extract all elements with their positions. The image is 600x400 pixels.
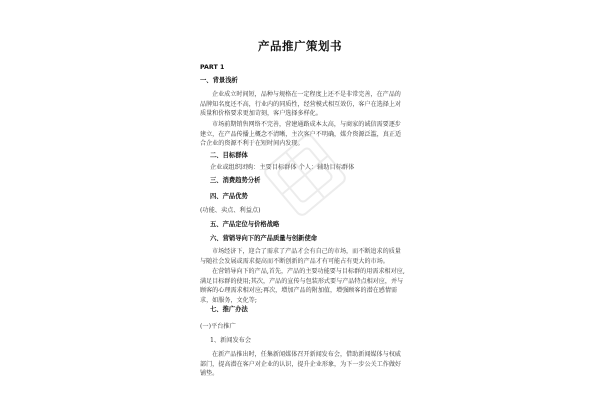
diamond-stamp-icon [250,120,360,230]
section-1-heading: 一、背景浅析 [200,77,238,84]
section-7-subheading: (一)平台推广 [200,323,236,330]
section-6-heading: 六、营销导向下的产品质量与创新使命 [210,235,318,242]
section-2-heading: 二、目标群体 [210,152,248,159]
section-3-heading: 三、消费趋势分析 [210,177,261,184]
section-7-item-1: 1、新闻发布会 [210,337,252,344]
section-7-paragraph-1: 在新产品推出时，任集新闻媒体召开新闻发布会，借助新闻媒体与权威部门，提高潜在客户对企业的认识，提升企业形象，为下一步公关工作做好铺垫。 [200,351,402,377]
section-2-text: 企业或组织团购：主要目标群体 个人：辅助目标群体 [210,164,355,171]
section-5-heading: 五、产品定位与价格战略 [210,221,280,228]
part-label: PART 1 [200,64,225,71]
section-1-paragraph-2: 市场前期销售网络不完善，营建通路成本太高，与商家的诚信需要逐步建立，在产品传播上概念不清晰，主次客户不明确，媒介资源泛滥，真正适合企业的资源不利于在短时间内发现。 [200,121,402,147]
section-6-paragraph-1: 市场经济下，迎合了需求了产品才会有自己的市场，而不断追求的质量与随社会发展或需求提高而不断创新的产品才有可能占有更大的市场。 [200,248,401,265]
section-4-text: (功能、卖点、利益点) [200,207,261,214]
section-6-paragraph-2: 在营销导向下的产品,首先，产品的主要功能要与目标群的用需求相对应,满足目标群的使用;其次，产品的宣传与包装形式要与产品特点相对应，并与顾客的心理需求相对应;再次，增加产品的附加值，增强顾客的潜在感情需求，如服务，文化等; [200,268,405,304]
page-title: 产品推广策划书 [258,39,342,53]
section-1-paragraph-1: 企业成立时间短，品种与规格在一定程度上还不是非常完善，在产品的品牌知名度还不高，行业内的同质性，经营模式相互效仿，客户在选择上对质量和价格要求更加苛刻，客户选择多样化。 [200,91,402,117]
section-4-heading: 四、产品优势 [210,193,248,200]
section-7-heading: 七、推广办法 [210,306,248,313]
